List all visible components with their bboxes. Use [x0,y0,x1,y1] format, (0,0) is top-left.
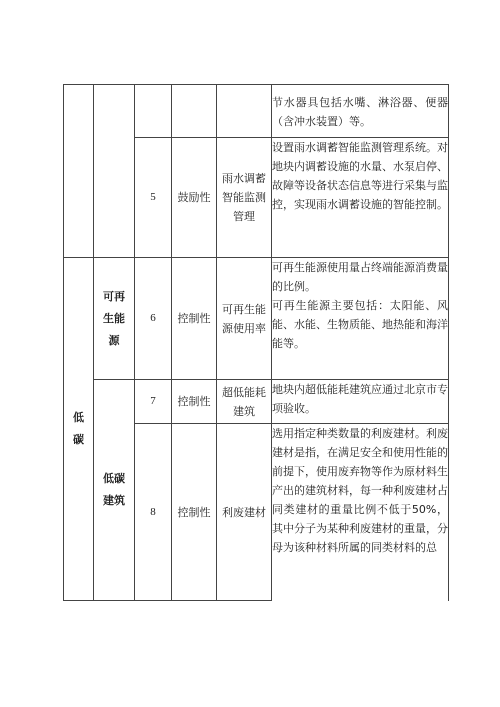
indicator-table [63,84,449,601]
number-cell: 8 [135,424,172,601]
category-label: 低碳 [73,411,84,446]
type-cell [172,85,217,138]
category-cell [64,258,94,601]
type-cell: 控制性 [172,258,217,380]
subcategory-cell-blank [94,85,135,258]
description-text: 节水器具包括水嘴、淋浴器、便器（含冲水装置）等。 [272,96,448,128]
category-cell-blank [64,85,94,258]
item-cell: 超低能耗建筑 [217,380,272,424]
number-cell [135,85,172,138]
subcategory-label: 可再生能源 [103,289,125,347]
number-cell: 7 [135,380,172,424]
description-cell [272,85,449,138]
description-cell [272,258,449,380]
subcategory-label: 低碳建筑 [103,472,125,507]
number-cell: 6 [135,258,172,380]
description-text: 可再生能源使用量占终端能源消费量的比例。 [272,261,448,293]
type-cell: 控制性 [172,424,217,601]
item-cell [217,85,272,138]
table-row [64,380,449,424]
subcategory-cell [94,380,135,601]
description-cell [272,424,449,601]
item-cell: 可再生能源使用率 [217,258,272,380]
table-row [64,258,449,380]
item-cell: 雨水调蓄智能监测管理 [217,138,272,258]
type-cell: 控制性 [172,380,217,424]
description-text: 设置雨水调蓄智能监测管理系统。对地块内调蓄设施的水量、水泵启停、故障等设备状态信息等进行采集与监控，实现雨水调蓄设施的智能控制。 [272,141,448,211]
description-text: 选用指定种类数量的利废建材。利废建材是指，在满足安全和使用性能的前提下，使用废弃物等作为原材料生产出的建筑材料，每一种利废建材占同类建材的重量比例不低于50%，其中分子为某种利废建材的重量，分母为该种材料所属的同类材料的总 [272,427,448,554]
type-cell: 鼓励性 [172,138,217,258]
number-cell: 5 [135,138,172,258]
subcategory-cell [94,258,135,380]
description-text: 可再生能源主要包括：太阳能、风能、水能、生物质能、地热能和海洋能等。 [272,299,448,350]
description-cell [272,380,449,424]
item-cell: 利废建材 [217,424,272,601]
table-row [64,85,449,138]
description-cell [272,138,449,258]
description-text: 地块内超低能耗建筑应通过北京市专项验收。 [272,383,448,415]
